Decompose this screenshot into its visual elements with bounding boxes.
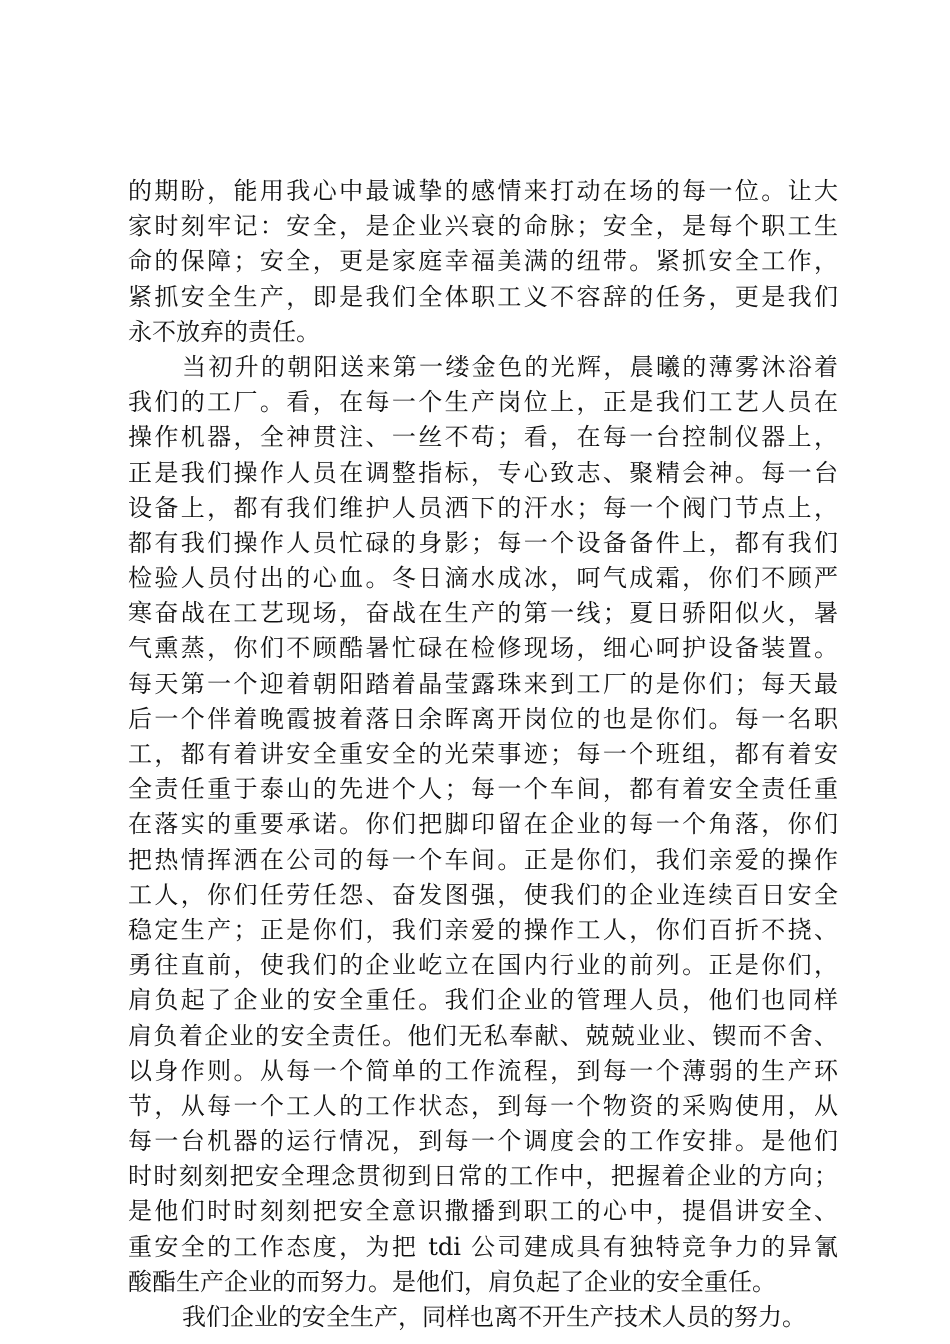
text-line: 肩负着企业的安全责任。他们无私奉献、兢兢业业、锲而不舍、 (128, 1021, 838, 1050)
text-line: 寒奋战在工艺现场，奋战在生产的第一线；夏日骄阳似火，暑 (128, 599, 838, 628)
text-line: 的期盼，能用我心中最诚挚的感情来打动在场的每一位。让大 (128, 177, 838, 205)
text-line: 我们的工厂。看，在每一个生产岗位上，正是我们工艺人员在 (128, 388, 838, 417)
text-line: 节，从每一个工人的工作状态，到每一个物资的采购使用，从 (128, 1091, 838, 1120)
text-line: 每天第一个迎着朝阳踏着晶莹露珠来到工厂的是你们；每天最 (128, 669, 838, 698)
text-line: 酸酯生产企业的而努力。是他们，肩负起了企业的安全重任。 (128, 1267, 776, 1296)
text-line: 后一个伴着晚霞披着落日余晖离开岗位的也是你们。每一名职 (128, 704, 838, 733)
text-line: 正是我们操作人员在调整指标，专心致志、聚精会神。每一台 (128, 458, 838, 487)
text-line: 家时刻牢记：安全，是企业兴衰的命脉；安全，是每个职工生 (128, 212, 838, 241)
text-line: 重安全的工作态度，为把 tdi 公司建成具有独特竞争力的异氰 (128, 1232, 838, 1261)
text-line: 当初升的朝阳送来第一缕金色的光辉，晨曦的薄雾沐浴着 (182, 352, 838, 381)
text-line: 操作机器，全神贯注、一丝不苟；看，在每一台控制仪器上， (128, 423, 838, 452)
text-line: 是他们时时刻刻把安全意识撒播到职工的心中，提倡讲安全、 (128, 1197, 838, 1226)
text-line: 以身作则。从每一个简单的工作流程，到每一个薄弱的生产环 (128, 1056, 838, 1085)
text-line: 工，都有着讲安全重安全的光荣事迹；每一个班组，都有着安 (128, 740, 838, 768)
text-line: 全责任重于泰山的先进个人；每一个车间，都有着安全责任重 (128, 775, 838, 804)
text-line: 在落实的重要承诺。你们把脚印留在企业的每一个角落，你们 (128, 810, 838, 839)
body-text (128, 174, 838, 1335)
text-line: 时时刻刻把安全理念贯彻到日常的工作中，把握着企业的方向； (128, 1162, 838, 1191)
text-line: 把热情挥洒在公司的每一个车间。正是你们，我们亲爱的操作 (128, 845, 838, 874)
text-line: 每一台机器的运行情况，到每一个调度会的工作安排。是他们 (128, 1127, 838, 1156)
text-line: 永不放弃的责任。 (128, 317, 320, 346)
text-line: 设备上，都有我们维护人员洒下的汗水；每一个阀门节点上， (128, 493, 838, 522)
text-line: 稳定生产；正是你们，我们亲爱的操作工人，你们百折不挠、 (128, 915, 838, 944)
text-line: 紧抓安全生产，即是我们全体职工义不容辞的任务，更是我们 (128, 282, 838, 311)
text-line: 肩负起了企业的安全重任。我们企业的管理人员，他们也同样 (128, 986, 838, 1015)
text-line: 都有我们操作人员忙碌的身影；每一个设备备件上，都有我们 (128, 528, 838, 557)
text-line: 命的保障；安全，更是家庭幸福美满的纽带。紧抓安全工作， (128, 247, 838, 276)
text-line: 勇往直前，使我们的企业屹立在国内行业的前列。正是你们， (128, 951, 838, 980)
text-line: 气熏蒸，你们不顾酷暑忙碌在检修现场，细心呵护设备装置。 (128, 634, 838, 663)
text-line: 工人，你们任劳任怨、奋发图强，使我们的企业连续百日安全 (128, 880, 838, 909)
text-line: 检验人员付出的心血。冬日滴水成冰，呵气成霜，你们不顾严 (128, 564, 838, 593)
text-line: 我们企业的安全生产，同样也离不开生产技术人员的努力。 (182, 1303, 806, 1331)
